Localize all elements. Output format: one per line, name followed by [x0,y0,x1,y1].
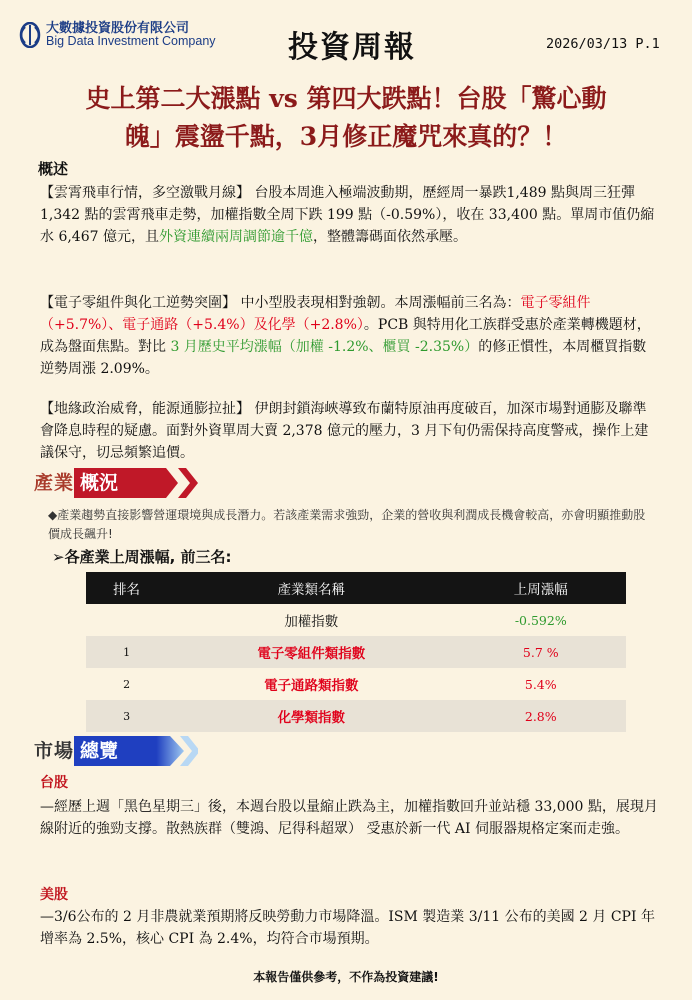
header-weekly-change: 上周漲幅 [456,572,626,604]
row-industry-name: 電子通路類指數 [167,668,455,700]
market-banner-label-a: 市場 [34,740,75,762]
overview-p2-green-highlight: 3 月歷史平均漲幅（加權 -1.2%、櫃買 -2.35%） [170,339,479,355]
disclaimer-footer: 本報告僅供參考，不作為投資建議! [253,970,439,984]
overview-p1-text-a: 【雲霄飛車行情，多空激戰月線】 台股本周進入極端波動期，歷經周一暴跌1,489 點與周三狂彈 1,342 點的雲霄飛車走勢，加權指數全周下跌 199 點（-0.59%），收在 33,400 點。單周市值仍縮水 6,467 億元，且 [40,185,655,245]
report-title: 投資周報 [288,30,416,65]
row-industry-name: 化學類指數 [167,700,455,732]
market-banner-label-b: 總覽 [80,740,119,762]
us-market-label: 美股 [40,887,68,903]
overview-p3-text: 【地緣政治威脅，能源通膨拉扯】 伊朗封鎖海峽導致布蘭特原油再度破百，加深市場對通膨及聯準會降息時程的疑慮。面對外資單周大賣 2,378 億元的壓力，3 月下旬仍需保持高度警戒，操作上建議保守，切忌頻繁追價。 [40,401,649,461]
header-industry-name: 產業類名稱 [167,572,455,604]
row-weekly-change: 5.4% [456,668,626,700]
overview-paragraph-1 [40,182,660,248]
table-header-row [86,572,626,604]
headline [20,80,672,156]
tw-market-text: —經歷上週「黑色星期三」後，本週台股以量縮止跌為主，加權指數回升並站穩 33,000 點，展現月線附近的強勁支撐。散熱族群（雙鴻、尼得科超眾） 受惠於新一代 AI 伺服器規格定案而走強。 [40,799,658,837]
overview-label: 概述 [38,160,69,178]
row-rank: 3 [86,700,167,732]
row-weekly-change: -0.592% [456,604,626,636]
industry-banner-label-b: 概況 [80,472,119,494]
tw-market-paragraph [40,796,664,840]
industry-table [86,572,626,732]
industry-subheading: ➢各產業上周漲幅, 前三名: [52,548,232,566]
table-row [86,700,626,732]
us-market-text: —3/6公布的 2 月非農就業預期將反映勞動力市場降溫。ISM 製造業 3/11 公布的美國 2 月 CPI 年增率為 2.5%，核心 CPI 為 2.4%，均符合市場預期。 [40,909,655,947]
market-banner [34,736,194,766]
report-header [0,0,692,74]
headline-line1: 史上第二大漲點 vs 第四大跌點！台股「驚心動 [85,84,607,113]
company-name-zh: 大數據投資股份有限公司 [46,21,190,36]
overview-p2-red-highlight: 電子零組件（+5.7%）、電子通路（+5.4%）及化學（+2.8%） [40,295,591,333]
industry-banner-label-a: 產業 [34,472,75,494]
overview-paragraph-2 [40,292,660,380]
row-industry-name: 加權指數 [167,604,455,636]
company-name-en: Big Data Investment Company [46,34,216,48]
industry-banner [34,468,194,498]
company-logo [18,22,216,48]
headline-line2: 魄」震盪千點，3月修正魔咒來真的？！ [124,122,568,151]
overview-p2-text-b: 。PCB 與特用化工族群受惠於產業轉機題材，成為盤面焦點。對比 [40,317,651,355]
tw-market-label: 台股 [40,775,68,791]
logo-icon [18,22,42,48]
table-row [86,668,626,700]
overview-p1-text-b: ，整體籌碼面依然承壓。 [312,229,467,245]
table-row [86,636,626,668]
us-market-paragraph [40,906,664,950]
industry-note: ◆產業趨勢直接影響營運環境與成長潛力。若該產業需求強勁，企業的營收與利潤成長機會較高，亦會明顯推動股價成長飆升! [48,508,646,541]
row-weekly-change: 5.7 % [456,636,626,668]
table-row [86,604,626,636]
overview-p2-text-c: 的修正慣性，本周櫃買指數逆勢周漲 2.09%。 [40,339,647,377]
row-rank: 1 [86,636,167,668]
report-date-page: 2026/03/13 P.1 [546,36,660,52]
row-industry-name: 電子零組件類指數 [167,636,455,668]
row-rank [86,604,167,636]
header-rank: 排名 [86,572,167,604]
overview-paragraph-3 [40,398,660,464]
row-weekly-change: 2.8% [456,700,626,732]
overview-p2-text-a: 【電子零組件與化工逆勢突圍】 中小型股表現相對強韌。本周漲幅前三名為： [40,295,521,311]
row-rank: 2 [86,668,167,700]
overview-p1-highlight: 外資連續兩周調節逾千億 [158,229,313,245]
